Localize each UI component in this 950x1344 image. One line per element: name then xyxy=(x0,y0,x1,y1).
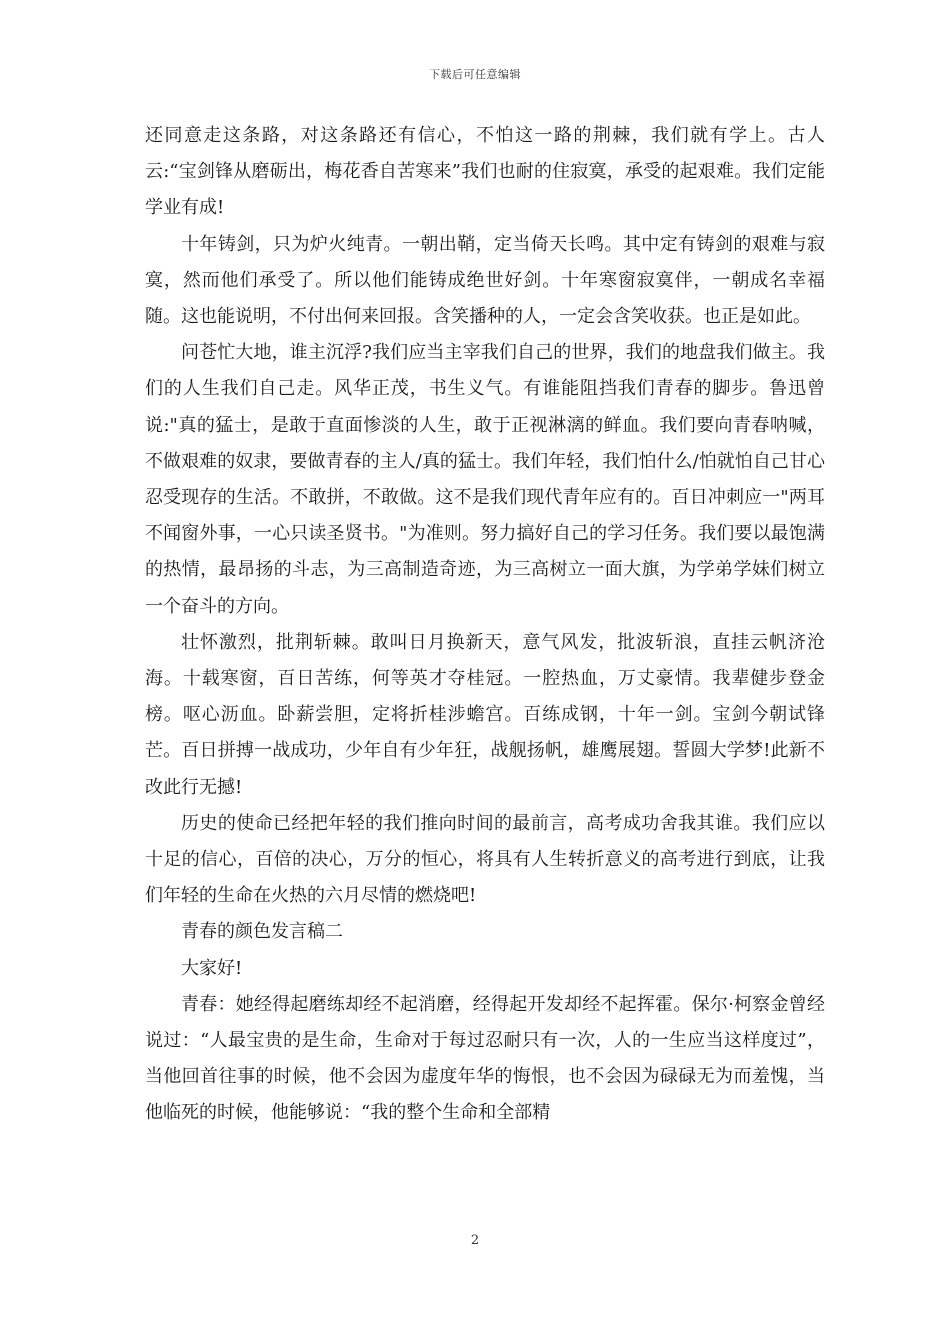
page-header: 下载后可任意编辑 xyxy=(429,68,521,81)
paragraph-5: 历史的使命已经把年轻的我们推向时间的最前言，高考成功舍我其谁。我们应以十足的信心，百倍的决心，万分的恒心，将具有人生转折意义的高考进行到底，让我们年轻的生命在火热的六月尽情的燃烧吧! xyxy=(145,812,825,907)
paragraph-1: 还同意走这条路，对这条路还有信心，不怕这一路的荆棘，我们就有学上。古人云:“宝剑锋从磨砺出，梅花香自苦寒来”我们也耐的住寂寞，承受的起艰难。我们定能学业有成! xyxy=(145,125,825,219)
paragraph-3: 问苍忙大地，谁主沉浮?我们应当主宰我们自己的世界，我们的地盘我们做主。我们的人生我们自己走。风华正茂，书生义气。有谁能阻挡我们青春的脚步。鲁迅曾说:"真的猛士，是敢于直面惨淡的人生，敢于正视淋漓的鲜血。我们要向青春呐喊，不做艰难的奴隶，要做青春的主人/真的猛士。我们年轻，我们怕什么/怕就怕自己甘心忍受现存的生活。不敢拼，不敢做。这不是我们现代青年应有的。百日冲刺应一"两耳不闻窗外事，一心只读圣贤书。"为准则。努力搞好自己的学习任务。我们要以最饱满的热情，最昂扬的斗志，为三高制造奇迹，为三高树立一面大旗，为学弟学妹们树立一个奋斗的方向。 xyxy=(145,342,825,617)
paragraph-8: 青春：她经得起磨练却经不起消磨，经得起开发却经不起挥霍。保尔·柯察金曾经说过：“人最宝贵的是生命，生命对于每过忍耐只有一次，人的一生应当这样度过”，当他回首往事的时候，他不会因为虚度年华的悔恨，也不会因为碌碌无为而羞愧，当他临死的时候，他能够说：“我的整个生命和全部精 xyxy=(145,993,825,1124)
paragraph-2: 十年铸剑，只为炉火纯青。一朝出鞘，定当倚天长鸣。其中定有铸剑的艰难与寂寞，然而他们承受了。所以他们能铸成绝世好剑。十年寒窗寂寞伴，一朝成名幸福随。这也能说明，不付出何来回报。含笑播种的人，一定会含笑收获。也正是如此。 xyxy=(145,233,825,328)
page-number: 2 xyxy=(470,1233,480,1248)
paragraph-4: 壮怀激烈，批荆斩棘。敢叫日月换新天，意气风发，批波斩浪，直挂云帆济沧海。十载寒窗，百日苦练，何等英才夺桂冠。一腔热血，万丈豪情。我辈健步登金榜。呕心沥血。卧薪尝胆，定将折桂涉蟾宫。百练成钢，十年一剑。宝剑今朝试锋芒。百日拼搏一战成功，少年自有少年狂，战舰扬帆，雄鹰展翅。誓圆大学梦!此新不改此行无撼! xyxy=(145,631,825,798)
document-body xyxy=(145,118,825,1132)
greeting: 大家好! xyxy=(181,957,243,979)
section-title: 青春的颜色发言稿二 xyxy=(181,921,343,943)
